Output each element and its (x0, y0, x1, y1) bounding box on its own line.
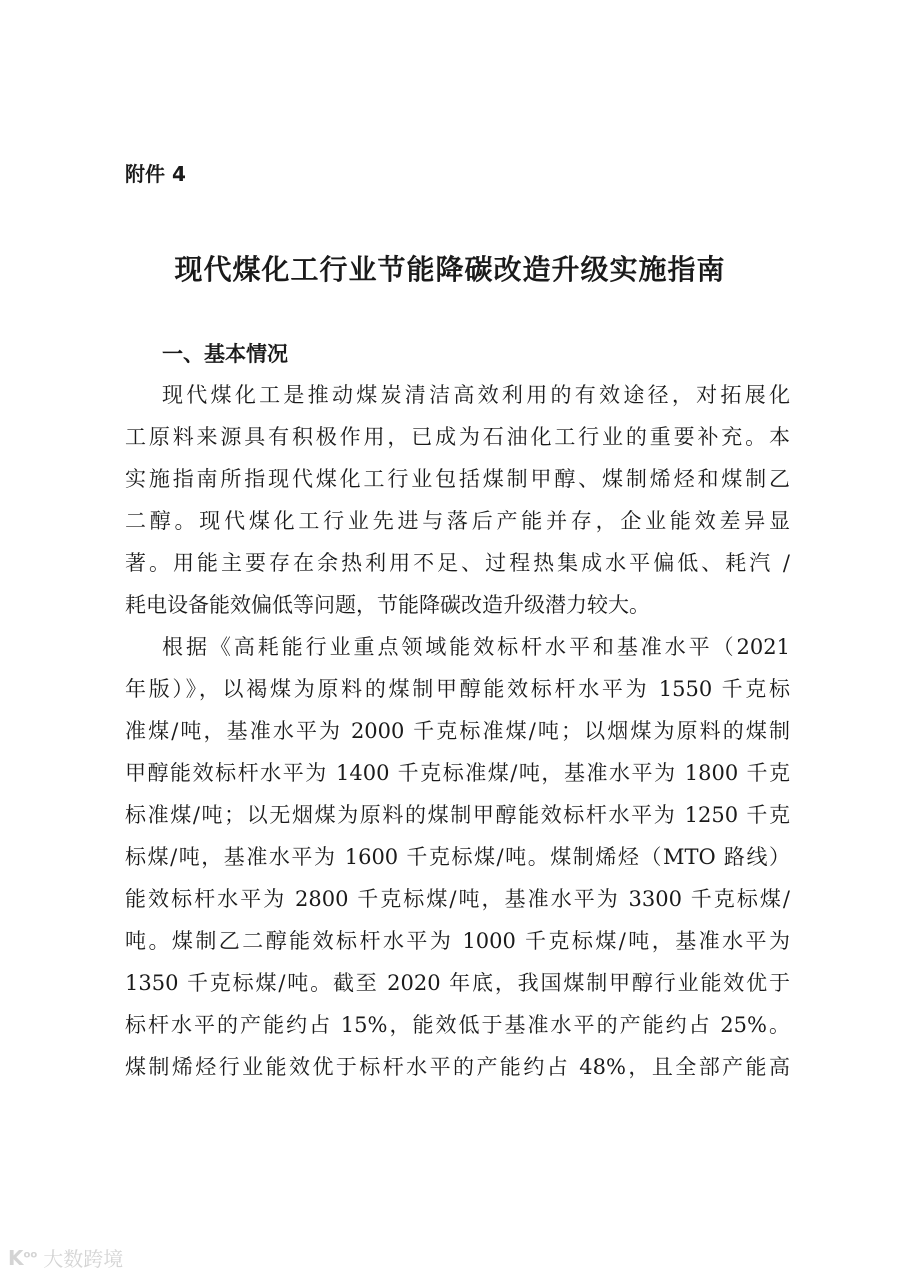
text-line: 甲醇能效标杆水平为 1400 千克标准煤/吨，基准水平为 1800 千克 (125, 761, 790, 785)
page-title: 现代煤化工行业节能降碳改造升级实施指南 (174, 253, 726, 286)
section-heading: 一、基本情况 (162, 342, 288, 366)
text-line: 二醇。现代煤化工行业先进与落后产能并存，企业能效差异显 (125, 509, 790, 533)
watermark (8, 1243, 123, 1272)
text-line: 标杆水平的产能约占 15%，能效低于基准水平的产能约占 25%。 (125, 1013, 790, 1037)
text-line: 标准煤/吨；以无烟煤为原料的煤制甲醇能效标杆水平为 1250 千克 (125, 803, 790, 827)
paragraph-2 (125, 626, 790, 1088)
attachment-label: 附件 4 (125, 162, 186, 186)
text-line: 著。用能主要存在余热利用不足、过程热集成水平偏低、耗汽 / (125, 551, 790, 575)
text-line: 实施指南所指现代煤化工行业包括煤制甲醇、煤制烯烃和煤制乙 (125, 467, 790, 491)
text-line: 现代煤化工是推动煤炭清洁高效利用的有效途径，对拓展化 (162, 383, 790, 407)
text-line: 准煤/吨，基准水平为 2000 千克标准煤/吨；以烟煤为原料的煤制 (125, 719, 790, 743)
text-line: 年版）》，以褐煤为原料的煤制甲醇能效标杆水平为 1550 千克标 (125, 677, 790, 701)
text-line: 能效标杆水平为 2800 千克标煤/吨，基准水平为 3300 千克标煤/ (125, 887, 790, 911)
document-body (125, 374, 790, 1088)
text-line: 标煤/吨，基准水平为 1600 千克标煤/吨。煤制烯烃（MTO 路线） (125, 845, 790, 869)
text-line: 根据《高耗能行业重点领域能效标杆水平和基准水平（2021 (162, 635, 790, 659)
text-line: 工原料来源具有积极作用，已成为石油化工行业的重要补充。本 (125, 425, 790, 449)
paragraph-1 (125, 374, 790, 626)
logo-sup: oo (23, 1248, 38, 1260)
watermark-logo-icon (8, 1246, 37, 1270)
text-line: 吨。煤制乙二醇能效标杆水平为 1000 千克标煤/吨，基准水平为 (125, 929, 790, 953)
text-line: 煤制烯烃行业能效优于标杆水平的产能约占 48%，且全部产能高 (125, 1055, 790, 1079)
text-line: 1350 千克标煤/吨。截至 2020 年底，我国煤制甲醇行业能效优于 (125, 971, 790, 995)
text-line: 耗电设备能效偏低等问题，节能降碳改造升级潜力较大。 (125, 593, 650, 617)
logo-letter: K (8, 1245, 24, 1270)
watermark-text: 大数跨境 (43, 1247, 124, 1271)
